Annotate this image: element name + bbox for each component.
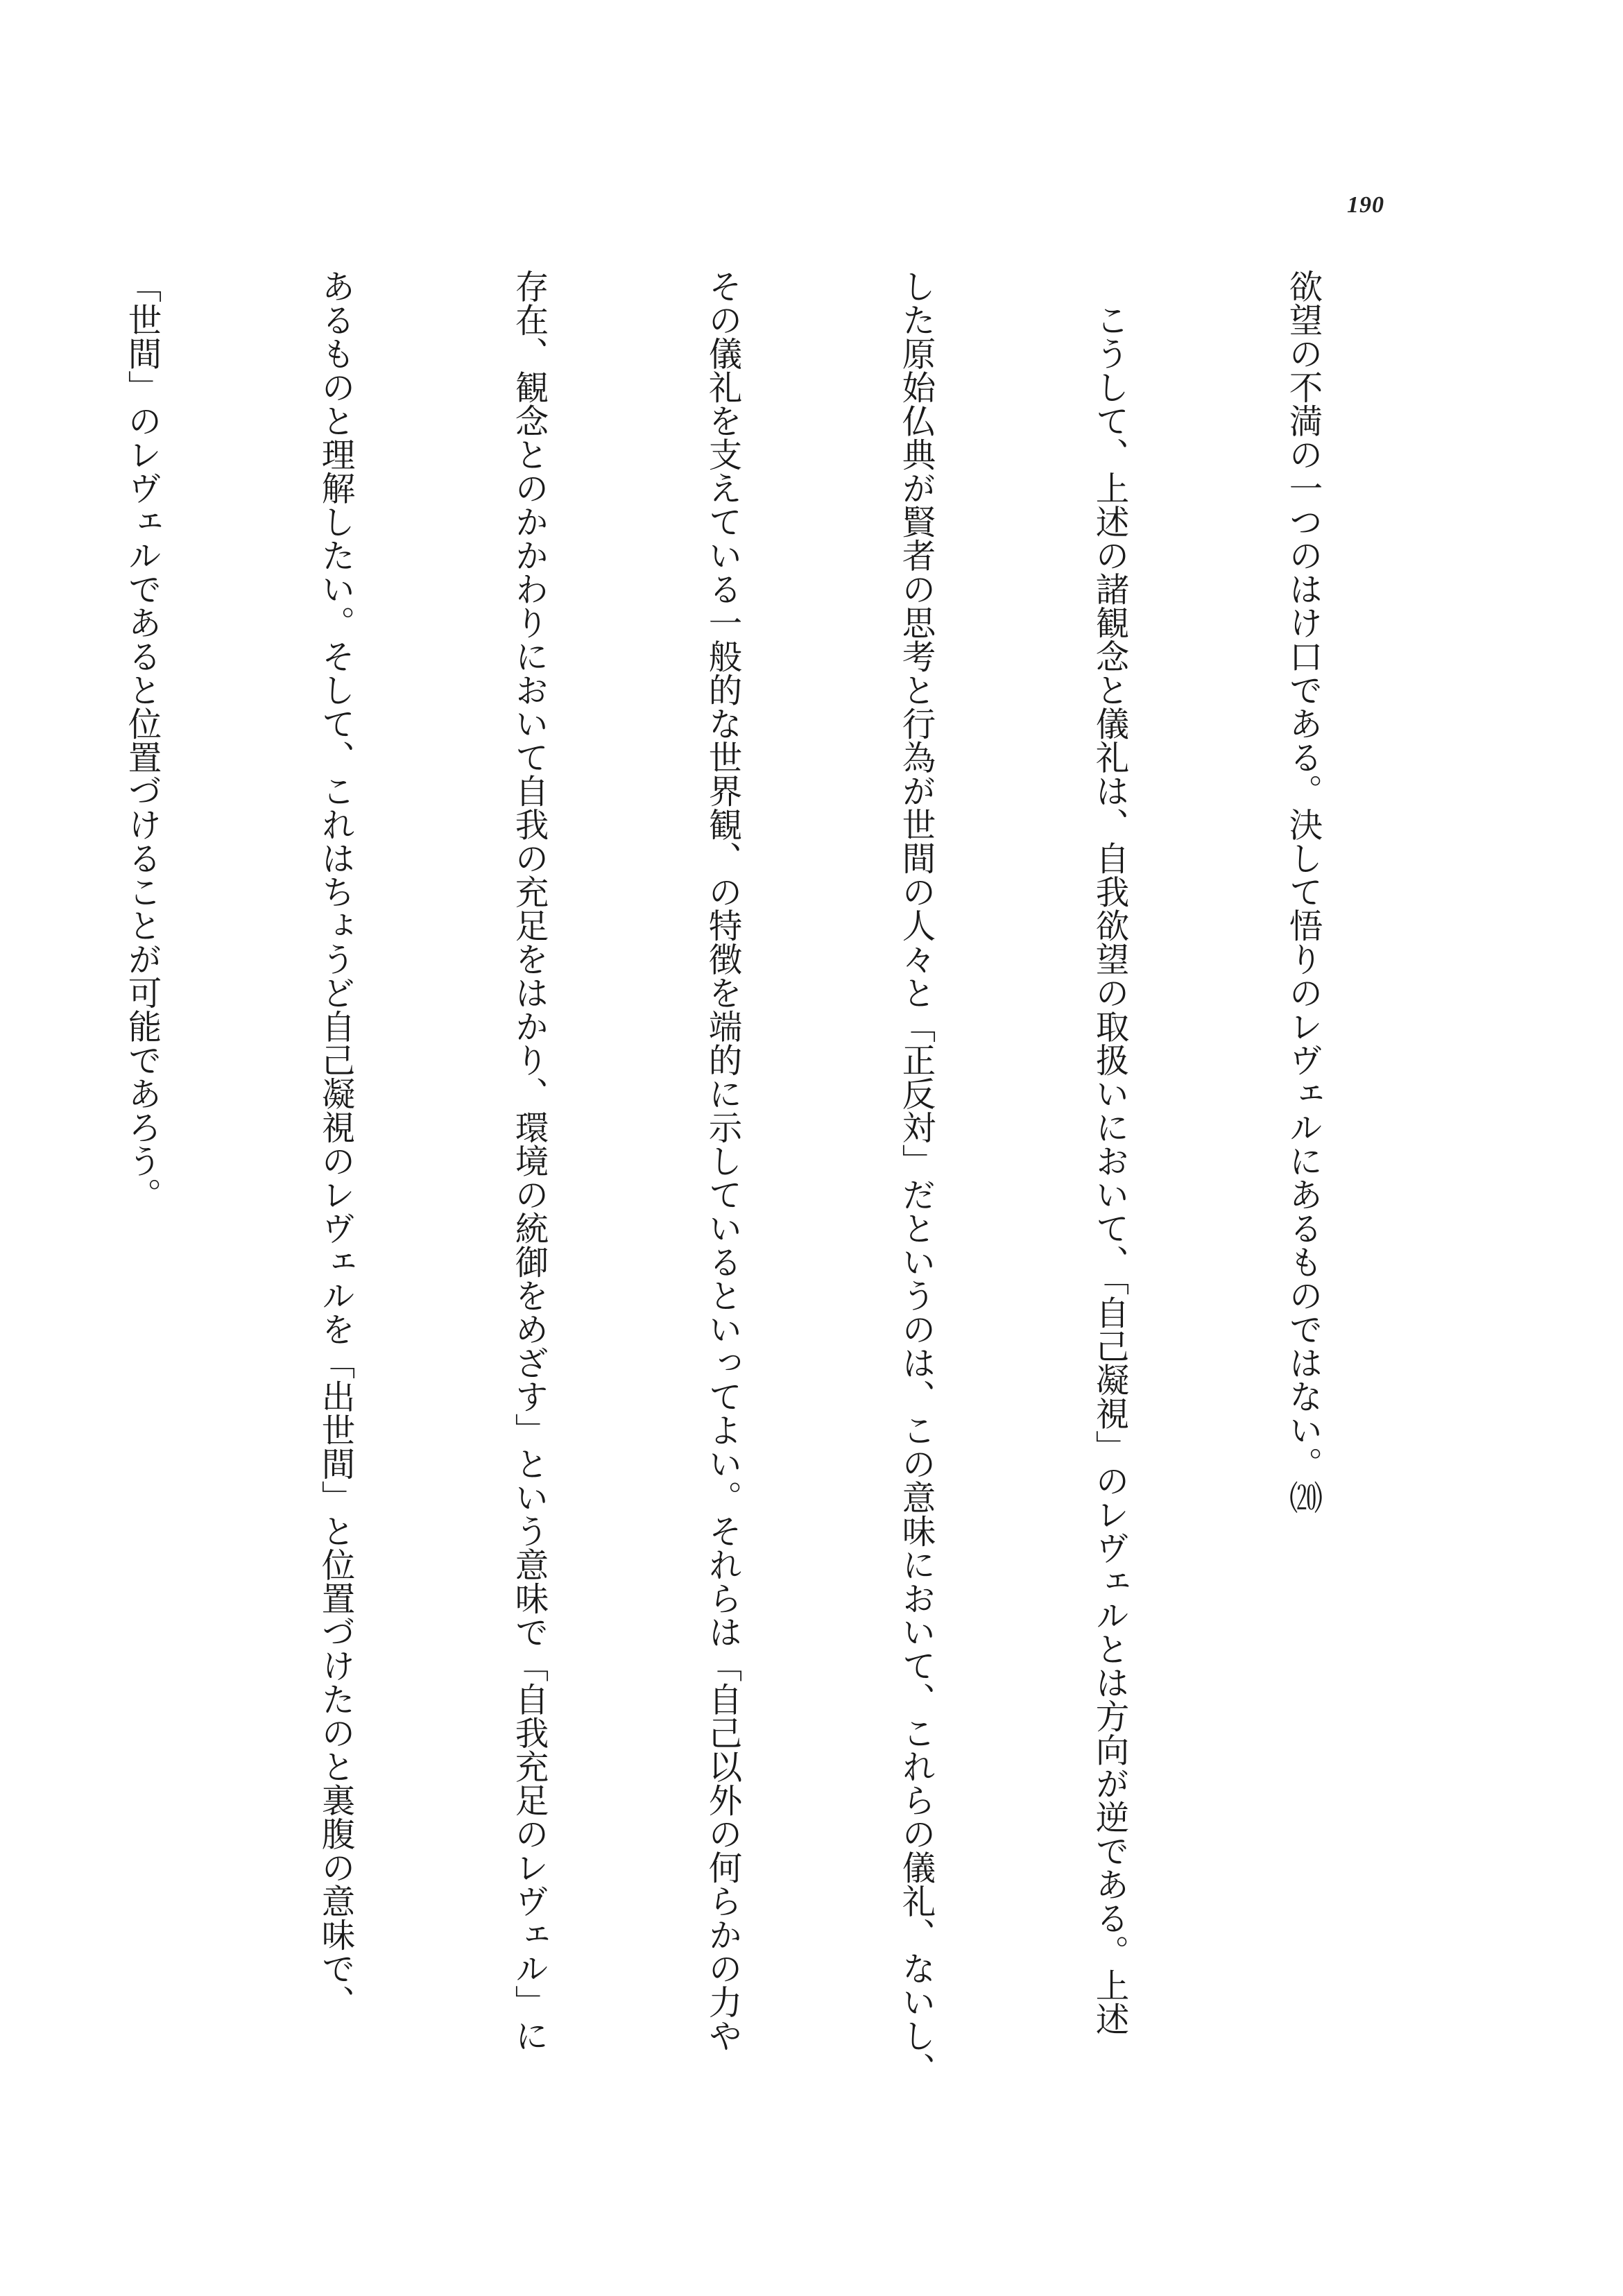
body-text xyxy=(0,269,1463,2086)
text-line: 「世間」のレヴェルであると位置づけることが可能であろう。 xyxy=(122,269,161,1211)
page-number: 190 xyxy=(1347,192,1384,218)
text-line: こうして、上述の諸観念と儀礼は、自我欲望の取扱いにおいて、「自己凝視」のレヴェルとは方向が逆である。上述 xyxy=(1090,269,1128,2036)
text-line: 存在、観念とのかかわりにおいて自我の充足をはかり、環境の統御をめざす」という意味で「自我充足のレヴェル」に xyxy=(509,269,548,2053)
text-line: あるものと理解したい。そして、これはちょうど自己凝視のレヴェルを「出世間」と位置づけたのと裏腹の意味で、 xyxy=(316,269,354,2019)
text-line: その儀礼を支えている一般的な世界観、の特徴を端的に示しているといってよい。それらは「自己以外の何らかの力や xyxy=(703,269,741,2053)
text-line: 欲望の不満の一つのはけ口である。決して悟りのレヴェルにあるものではない。⒇ xyxy=(1283,269,1322,1514)
text-line: した原始仏典が賢者の思考と行為が世間の人々と「正反対」だというのは、この意味において、これらの儀礼、ないし、 xyxy=(896,269,935,2086)
